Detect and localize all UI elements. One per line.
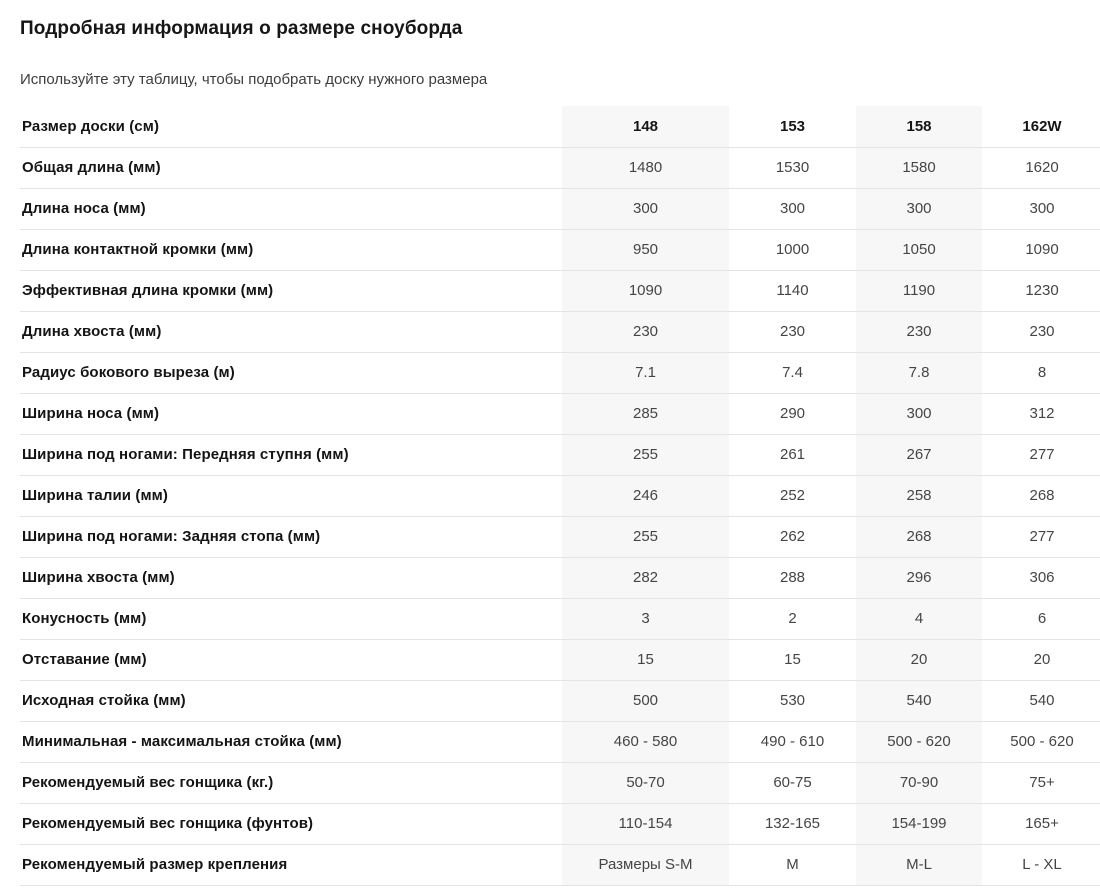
cell-value: 1140 (729, 270, 856, 311)
cell-value: M-L (856, 844, 982, 885)
cell-value: 230 (856, 311, 982, 352)
table-row (20, 475, 1100, 516)
cell-value: 8 (982, 352, 1100, 393)
row-label: Рекомендуемый размер крепления (20, 844, 562, 885)
cell-value: 7.8 (856, 352, 982, 393)
cell-value: 75+ (982, 762, 1100, 803)
cell-value: 3 (562, 598, 729, 639)
row-label: Рекомендуемый вес гонщика (фунтов) (20, 803, 562, 844)
cell-value: 1530 (729, 147, 856, 188)
cell-value: 60-75 (729, 762, 856, 803)
cell-value: 285 (562, 393, 729, 434)
table-row (20, 639, 1100, 680)
row-label: Конусность (мм) (20, 598, 562, 639)
cell-value: 1620 (982, 147, 1100, 188)
cell-value: 1050 (856, 229, 982, 270)
cell-value: 296 (856, 557, 982, 598)
cell-value: 165+ (982, 803, 1100, 844)
cell-value: 267 (856, 434, 982, 475)
table-row (20, 844, 1100, 885)
row-label: Ширина под ногами: Задняя стопа (мм) (20, 516, 562, 557)
cell-value: 300 (856, 393, 982, 434)
cell-value: 20 (982, 639, 1100, 680)
cell-value: L - XL (982, 844, 1100, 885)
cell-value: 460 - 580 (562, 721, 729, 762)
table-row (20, 188, 1100, 229)
row-label: Минимальная - максимальная стойка (мм) (20, 721, 562, 762)
table-row (20, 762, 1100, 803)
table-row (20, 270, 1100, 311)
row-label: Исходная стойка (мм) (20, 680, 562, 721)
cell-value: 500 - 620 (982, 721, 1100, 762)
table-row (20, 516, 1100, 557)
row-label: Рекомендуемый вес гонщика (кг.) (20, 762, 562, 803)
cell-value: 300 (562, 188, 729, 229)
table-body (20, 147, 1100, 885)
row-label: Общая длина (мм) (20, 147, 562, 188)
header-row-label: Размер доски (см) (20, 106, 562, 147)
cell-value: 255 (562, 434, 729, 475)
cell-value: 252 (729, 475, 856, 516)
cell-value: 306 (982, 557, 1100, 598)
cell-value: 490 - 610 (729, 721, 856, 762)
cell-value: 530 (729, 680, 856, 721)
cell-value: Размеры S-M (562, 844, 729, 885)
page-subtitle: Используйте эту таблицу, чтобы подобрать доску нужного размера (20, 71, 488, 88)
cell-value: M (729, 844, 856, 885)
header-col-162w: 162W (982, 106, 1100, 147)
cell-value: 288 (729, 557, 856, 598)
cell-value: 277 (982, 434, 1100, 475)
cell-value: 255 (562, 516, 729, 557)
cell-value: 230 (982, 311, 1100, 352)
table-row (20, 229, 1100, 270)
table-header-row (20, 106, 1100, 147)
cell-value: 300 (856, 188, 982, 229)
header-col-158: 158 (856, 106, 982, 147)
table-row (20, 721, 1100, 762)
cell-value: 70-90 (856, 762, 982, 803)
table-row (20, 393, 1100, 434)
cell-value: 1190 (856, 270, 982, 311)
cell-value: 500 (562, 680, 729, 721)
table-row (20, 803, 1100, 844)
cell-value: 282 (562, 557, 729, 598)
page-title: Подробная информация о размере сноуборда (20, 18, 463, 39)
cell-value: 132-165 (729, 803, 856, 844)
cell-value: 246 (562, 475, 729, 516)
cell-value: 500 - 620 (856, 721, 982, 762)
cell-value: 950 (562, 229, 729, 270)
cell-value: 20 (856, 639, 982, 680)
cell-value: 300 (729, 188, 856, 229)
row-label: Длина контактной кромки (мм) (20, 229, 562, 270)
cell-value: 7.1 (562, 352, 729, 393)
cell-value: 110-154 (562, 803, 729, 844)
row-label: Длина хвоста (мм) (20, 311, 562, 352)
cell-value: 300 (982, 188, 1100, 229)
header-col-153: 153 (729, 106, 856, 147)
cell-value: 1580 (856, 147, 982, 188)
table-row (20, 680, 1100, 721)
table-row (20, 311, 1100, 352)
cell-value: 312 (982, 393, 1100, 434)
cell-value: 1230 (982, 270, 1100, 311)
cell-value: 154-199 (856, 803, 982, 844)
row-label: Ширина носа (мм) (20, 393, 562, 434)
cell-value: 1090 (562, 270, 729, 311)
row-label: Ширина талии (мм) (20, 475, 562, 516)
cell-value: 277 (982, 516, 1100, 557)
table-row (20, 147, 1100, 188)
cell-value: 261 (729, 434, 856, 475)
row-label: Длина носа (мм) (20, 188, 562, 229)
cell-value: 268 (982, 475, 1100, 516)
snowboard-size-table (20, 106, 1100, 886)
cell-value: 540 (982, 680, 1100, 721)
cell-value: 15 (729, 639, 856, 680)
cell-value: 230 (562, 311, 729, 352)
cell-value: 290 (729, 393, 856, 434)
cell-value: 2 (729, 598, 856, 639)
cell-value: 258 (856, 475, 982, 516)
cell-value: 4 (856, 598, 982, 639)
row-label: Эффективная длина кромки (мм) (20, 270, 562, 311)
cell-value: 262 (729, 516, 856, 557)
cell-value: 50-70 (562, 762, 729, 803)
cell-value: 1000 (729, 229, 856, 270)
cell-value: 268 (856, 516, 982, 557)
row-label: Радиус бокового выреза (м) (20, 352, 562, 393)
table-row (20, 434, 1100, 475)
header-col-148: 148 (562, 106, 729, 147)
cell-value: 1480 (562, 147, 729, 188)
cell-value: 540 (856, 680, 982, 721)
cell-value: 7.4 (729, 352, 856, 393)
cell-value: 15 (562, 639, 729, 680)
table-row (20, 598, 1100, 639)
table-row (20, 557, 1100, 598)
row-label: Отставание (мм) (20, 639, 562, 680)
cell-value: 6 (982, 598, 1100, 639)
row-label: Ширина под ногами: Передняя ступня (мм) (20, 434, 562, 475)
table-row (20, 352, 1100, 393)
cell-value: 1090 (982, 229, 1100, 270)
cell-value: 230 (729, 311, 856, 352)
row-label: Ширина хвоста (мм) (20, 557, 562, 598)
